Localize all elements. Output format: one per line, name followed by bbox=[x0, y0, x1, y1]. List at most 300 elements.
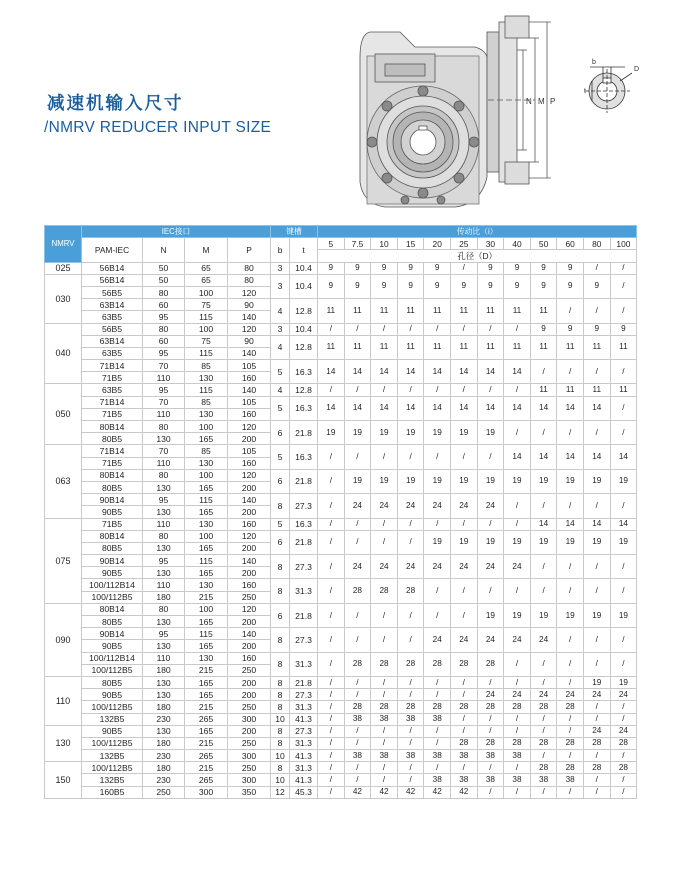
keyway-t-cell: 27.3 bbox=[290, 628, 318, 652]
bore-cell: 19 bbox=[583, 603, 610, 627]
n-cell: 130 bbox=[143, 542, 185, 554]
m-cell: 130 bbox=[185, 652, 228, 664]
bore-cell: / bbox=[504, 579, 531, 603]
pam-iec-cell: 63B14 bbox=[82, 299, 143, 311]
bore-cell: 28 bbox=[344, 652, 371, 676]
bore-cell: 11 bbox=[371, 299, 398, 323]
n-cell: 110 bbox=[143, 652, 185, 664]
m-cell: 130 bbox=[185, 372, 228, 384]
m-cell: 85 bbox=[185, 396, 228, 408]
bore-cell: 9 bbox=[530, 274, 557, 298]
bore-cell: 24 bbox=[583, 689, 610, 701]
table-row bbox=[45, 396, 637, 408]
n-cell: 95 bbox=[143, 347, 185, 359]
bore-cell: 11 bbox=[583, 384, 610, 396]
bore-cell: / bbox=[610, 786, 637, 798]
bore-cell: 11 bbox=[504, 299, 531, 323]
keyway-b-cell: 8 bbox=[271, 701, 290, 713]
keyway-b-cell: 3 bbox=[271, 274, 290, 298]
bore-cell: 24 bbox=[504, 555, 531, 579]
bore-cell: 38 bbox=[397, 713, 424, 725]
bore-cell: / bbox=[557, 494, 584, 518]
bore-cell: 19 bbox=[344, 469, 371, 493]
bore-cell: / bbox=[530, 713, 557, 725]
n-cell: 95 bbox=[143, 628, 185, 640]
keyway-t-cell: 27.3 bbox=[290, 555, 318, 579]
bore-cell: / bbox=[318, 786, 345, 798]
pam-iec-cell: 80B5 bbox=[82, 616, 143, 628]
bore-cell: 11 bbox=[557, 335, 584, 359]
bore-cell: 14 bbox=[451, 396, 478, 420]
n-cell: 130 bbox=[143, 676, 185, 688]
p-cell: 80 bbox=[228, 262, 271, 274]
bore-cell: / bbox=[397, 518, 424, 530]
bore-cell: / bbox=[451, 725, 478, 737]
bore-cell: 24 bbox=[477, 689, 504, 701]
bore-cell: 38 bbox=[477, 774, 504, 786]
table-row bbox=[45, 299, 637, 311]
pam-iec-cell: 90B5 bbox=[82, 567, 143, 579]
bore-cell: / bbox=[344, 323, 371, 335]
bore-cell: 9 bbox=[424, 274, 451, 298]
table-row bbox=[45, 579, 637, 591]
bore-cell: / bbox=[504, 494, 531, 518]
bore-cell: 19 bbox=[477, 530, 504, 554]
ratio-header: 100 bbox=[610, 238, 637, 250]
bore-cell: / bbox=[530, 494, 557, 518]
page-title-en: /NMRV REDUCER INPUT SIZE bbox=[44, 119, 272, 136]
bore-cell: / bbox=[371, 676, 398, 688]
bore-cell: 19 bbox=[583, 676, 610, 688]
ratio-header: 50 bbox=[530, 238, 557, 250]
bore-cell: / bbox=[610, 274, 637, 298]
m-cell: 265 bbox=[185, 713, 228, 725]
table-row bbox=[45, 689, 637, 701]
keyway-b-cell: 10 bbox=[271, 750, 290, 762]
bore-cell: 38 bbox=[451, 774, 478, 786]
table-row bbox=[45, 274, 637, 286]
bore-cell: / bbox=[610, 494, 637, 518]
m-cell: 265 bbox=[185, 750, 228, 762]
bore-cell: 11 bbox=[318, 299, 345, 323]
bore-cell: / bbox=[344, 530, 371, 554]
keyway-b-cell: 6 bbox=[271, 421, 290, 445]
pam-iec-cell: 80B14 bbox=[82, 469, 143, 481]
n-cell: 180 bbox=[143, 701, 185, 713]
bore-cell: / bbox=[344, 676, 371, 688]
n-cell: 50 bbox=[143, 262, 185, 274]
bore-cell: 14 bbox=[504, 360, 531, 384]
bore-cell: / bbox=[504, 518, 531, 530]
n-cell: 180 bbox=[143, 591, 185, 603]
bore-cell: / bbox=[477, 676, 504, 688]
bore-cell: 28 bbox=[451, 701, 478, 713]
bore-cell: 9 bbox=[557, 274, 584, 298]
p-cell: 80 bbox=[228, 274, 271, 286]
bore-cell: 11 bbox=[451, 299, 478, 323]
bore-cell: 19 bbox=[610, 603, 637, 627]
pam-iec-cell: 80B5 bbox=[82, 676, 143, 688]
bore-cell: 28 bbox=[557, 762, 584, 774]
keyway-b-cell: 5 bbox=[271, 360, 290, 384]
keyway-t-cell: 31.3 bbox=[290, 737, 318, 749]
bore-cell: / bbox=[397, 384, 424, 396]
pam-iec-cell: 100/112B14 bbox=[82, 579, 143, 591]
m-cell: 115 bbox=[185, 384, 228, 396]
bore-cell: / bbox=[557, 713, 584, 725]
n-cell: 80 bbox=[143, 323, 185, 335]
bore-cell: / bbox=[477, 518, 504, 530]
bore-cell: / bbox=[318, 469, 345, 493]
p-cell: 160 bbox=[228, 372, 271, 384]
n-cell: 110 bbox=[143, 408, 185, 420]
bore-cell: / bbox=[451, 689, 478, 701]
bore-cell: 28 bbox=[530, 701, 557, 713]
ratio-group-header: 传动比（i） bbox=[318, 226, 637, 238]
keyway-t-cell: 41.3 bbox=[290, 750, 318, 762]
bore-cell: / bbox=[583, 774, 610, 786]
keyway-b-cell: 8 bbox=[271, 676, 290, 688]
bore-cell: 11 bbox=[477, 335, 504, 359]
ratio-header: 5 bbox=[318, 238, 345, 250]
bore-cell: 24 bbox=[397, 494, 424, 518]
pam-iec-cell: 132B5 bbox=[82, 774, 143, 786]
bore-cell: / bbox=[424, 579, 451, 603]
bore-cell: / bbox=[583, 421, 610, 445]
gearbox-drawing bbox=[355, 12, 580, 212]
bore-cell: 14 bbox=[397, 360, 424, 384]
bore-cell: / bbox=[504, 384, 531, 396]
bore-cell: / bbox=[344, 628, 371, 652]
bore-cell: / bbox=[371, 518, 398, 530]
keyway-t-cell: 31.3 bbox=[290, 762, 318, 774]
bore-cell: / bbox=[344, 518, 371, 530]
bore-cell: / bbox=[371, 323, 398, 335]
m-cell: 165 bbox=[185, 640, 228, 652]
bore-cell: 11 bbox=[424, 335, 451, 359]
bore-cell: 14 bbox=[504, 445, 531, 469]
bore-cell: / bbox=[344, 689, 371, 701]
bore-cell: 11 bbox=[530, 299, 557, 323]
bore-cell: 38 bbox=[504, 774, 531, 786]
ratio-header: 15 bbox=[397, 238, 424, 250]
bore-cell: 24 bbox=[451, 494, 478, 518]
pam-iec-cell: 100/112B5 bbox=[82, 664, 143, 676]
keyway-b-cell: 10 bbox=[271, 774, 290, 786]
bore-cell: 14 bbox=[344, 396, 371, 420]
bore-cell: / bbox=[530, 360, 557, 384]
pam-iec-cell: 90B5 bbox=[82, 725, 143, 737]
m-cell: 215 bbox=[185, 701, 228, 713]
table-row bbox=[45, 701, 637, 713]
pam-iec-cell: 100/112B5 bbox=[82, 701, 143, 713]
bore-cell: 14 bbox=[583, 396, 610, 420]
bore-cell: 9 bbox=[371, 274, 398, 298]
bore-cell: 9 bbox=[557, 323, 584, 335]
bore-cell: 19 bbox=[504, 530, 531, 554]
bore-cell: / bbox=[504, 323, 531, 335]
bore-cell: / bbox=[583, 299, 610, 323]
p-cell: 120 bbox=[228, 421, 271, 433]
m-cell: 215 bbox=[185, 762, 228, 774]
ratio-header: 7.5 bbox=[344, 238, 371, 250]
keyway-b-cell: 6 bbox=[271, 603, 290, 627]
keyway-b-cell: 8 bbox=[271, 725, 290, 737]
p-cell: 200 bbox=[228, 433, 271, 445]
bore-cell: / bbox=[557, 421, 584, 445]
table-row bbox=[45, 652, 637, 664]
table-row bbox=[45, 555, 637, 567]
p-cell: 200 bbox=[228, 616, 271, 628]
bore-cell: 24 bbox=[477, 555, 504, 579]
p-cell: 250 bbox=[228, 701, 271, 713]
bore-cell: 24 bbox=[344, 494, 371, 518]
bore-cell: 28 bbox=[344, 579, 371, 603]
m-cell: 130 bbox=[185, 579, 228, 591]
pam-iec-cell: 63B14 bbox=[82, 335, 143, 347]
bore-cell: / bbox=[451, 323, 478, 335]
bore-cell: 9 bbox=[610, 323, 637, 335]
bore-cell: / bbox=[344, 762, 371, 774]
bore-cell: / bbox=[610, 299, 637, 323]
bore-cell: 14 bbox=[557, 445, 584, 469]
bore-section-drawing bbox=[580, 55, 650, 115]
nmrv-model-cell: 025 bbox=[45, 262, 82, 274]
pam-iec-cell: 56B5 bbox=[82, 286, 143, 298]
b-header: b bbox=[271, 238, 290, 262]
table-row bbox=[45, 530, 637, 542]
m-cell: 300 bbox=[185, 786, 228, 798]
nmrv-model-cell: 040 bbox=[45, 323, 82, 384]
input-size-table bbox=[44, 225, 637, 799]
bore-cell: 14 bbox=[477, 396, 504, 420]
m-cell: 65 bbox=[185, 262, 228, 274]
m-cell: 130 bbox=[185, 457, 228, 469]
bore-cell: 38 bbox=[451, 750, 478, 762]
bore-cell: 24 bbox=[557, 689, 584, 701]
bore-cell: / bbox=[424, 603, 451, 627]
m-cell: 130 bbox=[185, 408, 228, 420]
bore-cell: 14 bbox=[318, 360, 345, 384]
keyway-t-cell: 12.8 bbox=[290, 335, 318, 359]
n-cell: 180 bbox=[143, 762, 185, 774]
bore-cell: / bbox=[318, 445, 345, 469]
pam-iec-cell: 56B14 bbox=[82, 274, 143, 286]
bore-cell: 24 bbox=[504, 628, 531, 652]
bore-cell: 24 bbox=[371, 555, 398, 579]
bore-cell: 11 bbox=[397, 299, 424, 323]
table-row bbox=[45, 518, 637, 530]
bore-cell: 19 bbox=[397, 421, 424, 445]
bore-cell: 14 bbox=[610, 445, 637, 469]
pam-iec-cell: 71B5 bbox=[82, 408, 143, 420]
bore-cell: / bbox=[344, 603, 371, 627]
p-cell: 300 bbox=[228, 774, 271, 786]
bore-cell: / bbox=[397, 689, 424, 701]
bore-cell: / bbox=[451, 762, 478, 774]
pam-iec-cell: 80B14 bbox=[82, 603, 143, 615]
keyway-b-cell: 8 bbox=[271, 494, 290, 518]
keyway-t-cell: 16.3 bbox=[290, 518, 318, 530]
bore-cell: / bbox=[318, 323, 345, 335]
n-cell: 95 bbox=[143, 555, 185, 567]
table-row bbox=[45, 323, 637, 335]
bore-cell: / bbox=[344, 774, 371, 786]
p-cell: 105 bbox=[228, 396, 271, 408]
header-row-2 bbox=[45, 238, 637, 250]
shaft-b-label: b bbox=[592, 59, 596, 66]
bore-cell: 9 bbox=[477, 274, 504, 298]
m-cell: 165 bbox=[185, 689, 228, 701]
bore-cell: / bbox=[530, 652, 557, 676]
table-row bbox=[45, 786, 637, 798]
bore-cell: 42 bbox=[424, 786, 451, 798]
bore-cell: / bbox=[610, 750, 637, 762]
m-cell: 115 bbox=[185, 628, 228, 640]
bore-cell: 28 bbox=[530, 737, 557, 749]
keyway-b-cell: 8 bbox=[271, 555, 290, 579]
bore-cell: / bbox=[583, 713, 610, 725]
pam-iec-cell: 100/112B5 bbox=[82, 591, 143, 603]
pam-iec-cell: 56B5 bbox=[82, 323, 143, 335]
n-cell: 70 bbox=[143, 396, 185, 408]
bore-cell: 19 bbox=[610, 530, 637, 554]
ratio-header: 25 bbox=[451, 238, 478, 250]
table-row bbox=[45, 360, 637, 372]
ratio-header: 80 bbox=[583, 238, 610, 250]
nmrv-model-cell: 150 bbox=[45, 762, 82, 799]
bore-cell: 14 bbox=[610, 518, 637, 530]
bore-cell: / bbox=[397, 445, 424, 469]
table-row bbox=[45, 494, 637, 506]
table-row bbox=[45, 603, 637, 615]
bore-cell: 28 bbox=[610, 762, 637, 774]
bore-cell: / bbox=[477, 762, 504, 774]
bore-cell: 9 bbox=[557, 262, 584, 274]
p-cell: 160 bbox=[228, 652, 271, 664]
m-cell: 165 bbox=[185, 725, 228, 737]
m-cell: 165 bbox=[185, 567, 228, 579]
bore-cell: / bbox=[530, 750, 557, 762]
bore-cell: / bbox=[397, 603, 424, 627]
bore-cell: 28 bbox=[397, 701, 424, 713]
bore-cell: 11 bbox=[530, 384, 557, 396]
bore-cell: 11 bbox=[344, 335, 371, 359]
bore-cell: / bbox=[318, 689, 345, 701]
bore-cell: 19 bbox=[451, 469, 478, 493]
bore-cell: 42 bbox=[451, 786, 478, 798]
bore-cell: / bbox=[583, 652, 610, 676]
p-cell: 200 bbox=[228, 676, 271, 688]
m-cell: 85 bbox=[185, 360, 228, 372]
p-cell: 350 bbox=[228, 786, 271, 798]
n-cell: 130 bbox=[143, 725, 185, 737]
p-cell: 90 bbox=[228, 299, 271, 311]
bore-cell: / bbox=[504, 725, 531, 737]
bore-cell: 28 bbox=[371, 701, 398, 713]
n-cell: 130 bbox=[143, 689, 185, 701]
bore-cell: 9 bbox=[504, 274, 531, 298]
bore-cell: 11 bbox=[504, 335, 531, 359]
bore-cell: 14 bbox=[371, 360, 398, 384]
bore-cell: 38 bbox=[504, 750, 531, 762]
bore-cell: / bbox=[344, 445, 371, 469]
bore-cell: 24 bbox=[397, 555, 424, 579]
n-cell: 50 bbox=[143, 274, 185, 286]
bore-cell: / bbox=[451, 713, 478, 725]
m-cell: 75 bbox=[185, 335, 228, 347]
bore-cell: 28 bbox=[424, 701, 451, 713]
bore-cell: / bbox=[557, 628, 584, 652]
bore-cell: 14 bbox=[371, 396, 398, 420]
bore-cell: 24 bbox=[583, 725, 610, 737]
pam-iec-cell: 63B5 bbox=[82, 311, 143, 323]
bore-cell: / bbox=[583, 750, 610, 762]
bore-cell: 28 bbox=[557, 737, 584, 749]
n-cell: 110 bbox=[143, 457, 185, 469]
bore-cell: 19 bbox=[557, 603, 584, 627]
n-cell: 80 bbox=[143, 530, 185, 542]
pam-iec-cell: 71B5 bbox=[82, 518, 143, 530]
bore-cell: 24 bbox=[451, 628, 478, 652]
bore-cell: / bbox=[397, 323, 424, 335]
bore-cell: 9 bbox=[583, 323, 610, 335]
bore-cell: 9 bbox=[318, 262, 345, 274]
bore-cell: / bbox=[557, 750, 584, 762]
bore-cell: / bbox=[557, 725, 584, 737]
bore-cell: 9 bbox=[344, 274, 371, 298]
pam-iec-cell: 90B14 bbox=[82, 494, 143, 506]
bore-cell: / bbox=[371, 737, 398, 749]
bore-cell: / bbox=[477, 725, 504, 737]
bore-cell: / bbox=[610, 713, 637, 725]
bore-cell: 28 bbox=[583, 762, 610, 774]
m-cell: 130 bbox=[185, 518, 228, 530]
keyway-t-cell: 21.8 bbox=[290, 421, 318, 445]
p-cell: 120 bbox=[228, 530, 271, 542]
ratio-header: 20 bbox=[424, 238, 451, 250]
table-row bbox=[45, 262, 637, 274]
table-row bbox=[45, 713, 637, 725]
keyway-t-cell: 27.3 bbox=[290, 494, 318, 518]
n-cell: 180 bbox=[143, 664, 185, 676]
bore-cell: 19 bbox=[610, 676, 637, 688]
keyway-t-cell: 31.3 bbox=[290, 701, 318, 713]
n-cell: 60 bbox=[143, 335, 185, 347]
bore-cell: / bbox=[557, 299, 584, 323]
bore-cell: 38 bbox=[424, 774, 451, 786]
bore-cell: / bbox=[318, 628, 345, 652]
bore-cell: / bbox=[318, 518, 345, 530]
bore-cell: / bbox=[504, 652, 531, 676]
bore-cell: / bbox=[583, 262, 610, 274]
bore-cell: 24 bbox=[424, 628, 451, 652]
pam-iec-cell: 132B5 bbox=[82, 750, 143, 762]
bore-cell: 19 bbox=[424, 469, 451, 493]
bore-cell: / bbox=[477, 384, 504, 396]
bore-cell: 19 bbox=[583, 469, 610, 493]
bore-cell: 28 bbox=[504, 737, 531, 749]
bore-cell: / bbox=[344, 384, 371, 396]
m-cell: 100 bbox=[185, 286, 228, 298]
bore-cell: 14 bbox=[557, 518, 584, 530]
p-cell: 160 bbox=[228, 457, 271, 469]
keyway-t-cell: 12.8 bbox=[290, 299, 318, 323]
keyway-b-cell: 4 bbox=[271, 299, 290, 323]
table-row bbox=[45, 384, 637, 396]
bore-cell: / bbox=[557, 555, 584, 579]
bore-cell: 11 bbox=[344, 299, 371, 323]
